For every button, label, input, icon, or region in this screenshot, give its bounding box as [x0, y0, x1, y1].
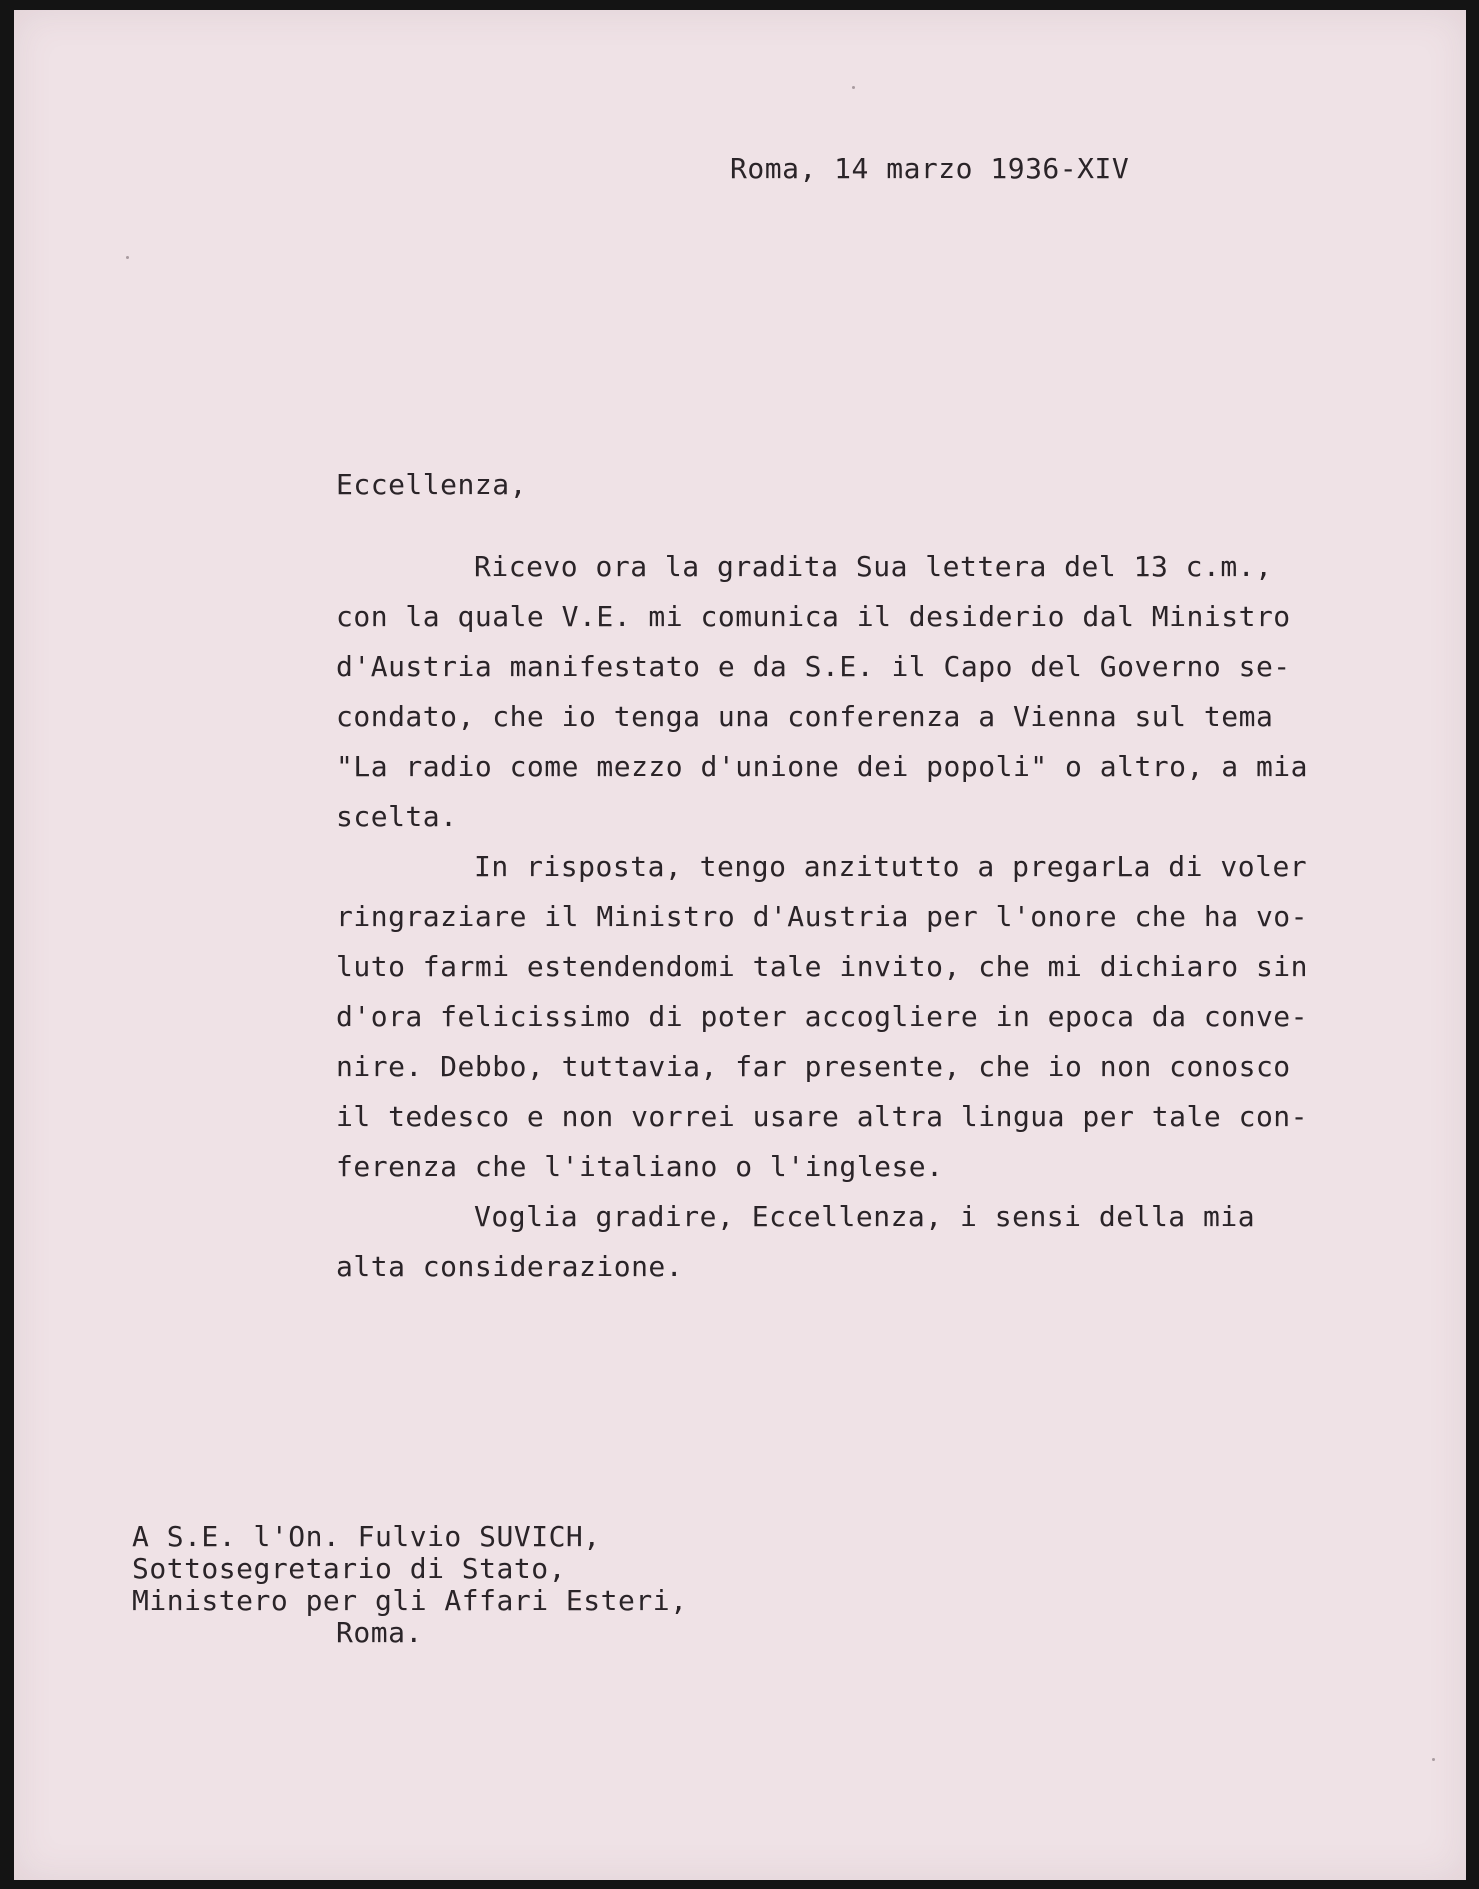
address-city: Roma. — [336, 1616, 423, 1649]
address-line-3: Ministero per gli Affari Esteri, — [132, 1584, 688, 1617]
paragraph-1-line-5: "La radio come mezzo d'unione dei popoli" o altro, a mia — [336, 750, 1309, 783]
letter-page — [14, 10, 1466, 1880]
paragraph-1-line-1: Ricevo ora la gradita Sua lettera del 13 c.m., — [474, 550, 1273, 583]
paragraph-3-line-2: alta considerazione. — [336, 1250, 684, 1283]
paper-speck — [852, 86, 855, 89]
paragraph-2-line-4: d'ora felicissimo di poter accogliere in epoca da conve- — [336, 1000, 1309, 1033]
paragraph-3-line-1: Voglia gradire, Eccellenza, i sensi della mia — [474, 1200, 1256, 1233]
letter-salutation: Eccellenza, — [336, 468, 527, 501]
paragraph-2-line-6: il tedesco e non vorrei usare altra lingua per tale con- — [336, 1100, 1309, 1133]
paragraph-1-line-3: d'Austria manifestato e da S.E. il Capo del Governo se- — [336, 650, 1291, 683]
letter-date: Roma, 14 marzo 1936-XIV — [730, 152, 1130, 185]
paragraph-2-line-3: luto farmi estendendomi tale invito, che mi dichiaro sin — [336, 950, 1309, 983]
address-line-1: A S.E. l'On. Fulvio SUVICH, — [132, 1520, 601, 1553]
paragraph-2-line-5: nire. Debbo, tuttavia, far presente, che io non conosco — [336, 1050, 1291, 1083]
paper-speck — [126, 256, 129, 259]
paragraph-2-line-7: ferenza che l'italiano o l'inglese. — [336, 1150, 944, 1183]
paragraph-2-line-2: ringraziare il Ministro d'Austria per l'onore che ha vo- — [336, 900, 1309, 933]
paper-speck — [1432, 1758, 1435, 1761]
paragraph-2-line-1: In risposta, tengo anzitutto a pregarLa di voler — [474, 850, 1308, 883]
paragraph-1-line-4: condato, che io tenga una conferenza a Vienna sul tema — [336, 700, 1274, 733]
paragraph-1-line-2: con la quale V.E. mi comunica il desiderio dal Ministro — [336, 600, 1291, 633]
paragraph-1-line-6: scelta. — [336, 800, 458, 833]
address-line-2: Sottosegretario di Stato, — [132, 1552, 566, 1585]
